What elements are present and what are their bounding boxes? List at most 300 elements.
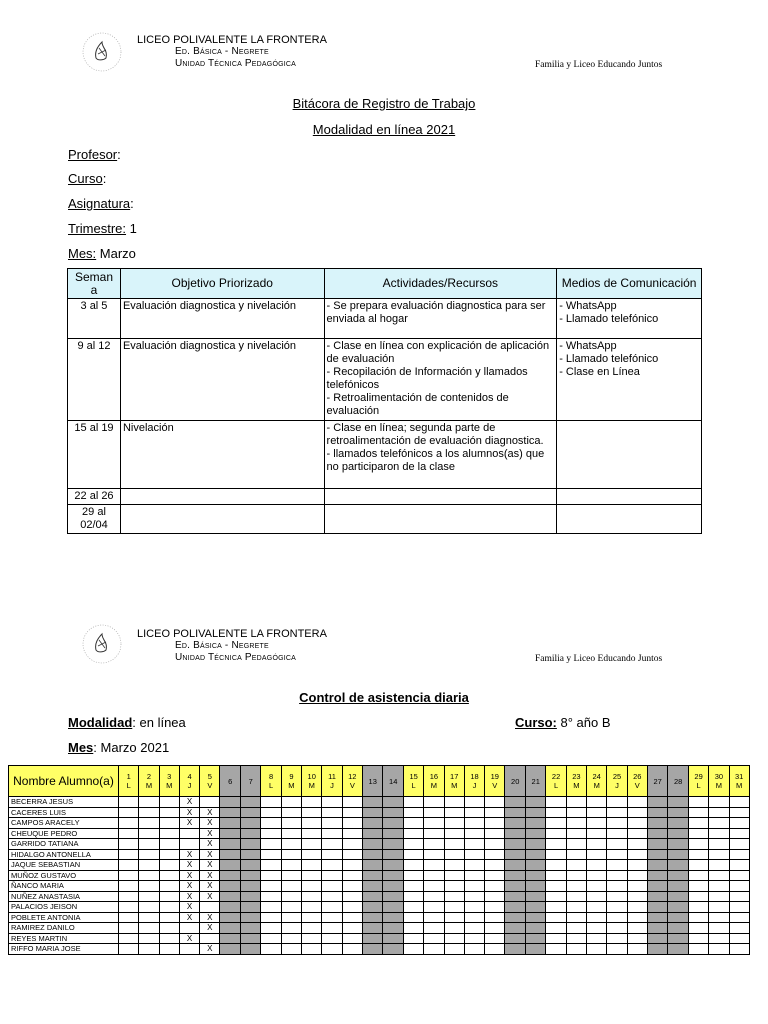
day-number: 17 xyxy=(450,772,459,781)
attendance-cell xyxy=(525,860,546,871)
attendance-cell: X xyxy=(179,902,199,913)
student-row xyxy=(9,797,750,808)
attendance-cell xyxy=(119,902,139,913)
attendance-cell xyxy=(729,923,749,934)
attendance-cell xyxy=(302,818,322,829)
attendance-cell xyxy=(668,923,689,934)
attendance-cell xyxy=(383,849,404,860)
attendance-cell xyxy=(302,828,322,839)
day-header xyxy=(220,766,241,797)
asignatura-field xyxy=(68,196,134,211)
attendance-cell xyxy=(546,860,566,871)
attendance-cell xyxy=(546,912,566,923)
attendance-table xyxy=(8,765,750,955)
attendance-cell xyxy=(220,860,241,871)
attendance-cell xyxy=(525,818,546,829)
attendance-cell xyxy=(647,818,668,829)
attendance-cell xyxy=(709,891,729,902)
attendance-cell xyxy=(383,807,404,818)
attendance-cell xyxy=(647,828,668,839)
attendance-cell xyxy=(119,912,139,923)
attendance-cell xyxy=(362,797,383,808)
attendance-cell xyxy=(362,818,383,829)
attendance-cell xyxy=(607,881,627,892)
attendance-cell xyxy=(587,902,607,913)
objetivo-cell: Nivelación xyxy=(120,421,324,489)
attendance-cell xyxy=(444,807,464,818)
attendance-cell: X xyxy=(200,881,220,892)
day-header xyxy=(383,766,404,797)
attendance-cell xyxy=(587,891,607,902)
attendance-cell xyxy=(709,797,729,808)
attendance-cell xyxy=(342,923,362,934)
attendance-cell xyxy=(342,797,362,808)
attendance-cell xyxy=(220,839,241,850)
attendance-cell xyxy=(546,839,566,850)
attendance-cell: X xyxy=(179,860,199,871)
day-number: 14 xyxy=(389,776,398,786)
attendance-cell xyxy=(119,891,139,902)
attendance-cell: X xyxy=(200,860,220,871)
attendance-cell: X xyxy=(200,870,220,881)
medios-cell xyxy=(557,489,702,505)
attendance-cell xyxy=(240,891,261,902)
actividades-cell xyxy=(324,505,557,534)
attendance-cell xyxy=(505,881,526,892)
attendance-cell xyxy=(424,870,444,881)
header-student-name: Nombre Alumno(a) xyxy=(9,766,119,797)
attendance-cell xyxy=(240,797,261,808)
attendance-cell xyxy=(688,933,708,944)
attendance-cell xyxy=(281,849,301,860)
attendance-cell xyxy=(119,849,139,860)
day-header xyxy=(668,766,689,797)
attendance-cell xyxy=(119,944,139,955)
attendance-cell xyxy=(587,881,607,892)
attendance-cell xyxy=(587,818,607,829)
profesor-label: Profesor xyxy=(68,147,118,162)
trimestre-value: 1 xyxy=(126,221,137,236)
objetivo-cell xyxy=(120,505,324,534)
day-header xyxy=(566,766,586,797)
attendance-cell xyxy=(485,860,505,871)
attendance-cell xyxy=(485,923,505,934)
day-number: 30 xyxy=(714,772,724,781)
attendance-cell xyxy=(546,891,566,902)
attendance-cell: X xyxy=(200,944,220,955)
trimestre-label: Trimestre: xyxy=(68,221,127,236)
attendance-cell xyxy=(566,881,586,892)
day-letter: M xyxy=(145,781,153,790)
attendance-cell xyxy=(322,839,342,850)
attendance-cell xyxy=(729,881,749,892)
attendance-cell xyxy=(240,923,261,934)
attendance-cell xyxy=(668,891,689,902)
attendance-cell xyxy=(362,807,383,818)
attendance-cell xyxy=(424,881,444,892)
attendance-cell xyxy=(566,818,586,829)
table-row xyxy=(68,489,702,505)
attendance-cell xyxy=(668,902,689,913)
attendance-cell: X xyxy=(179,870,199,881)
student-row xyxy=(9,860,750,871)
attendance-cell xyxy=(383,912,404,923)
attendance-cell xyxy=(261,881,281,892)
attendance-cell xyxy=(444,944,464,955)
attendance-cell xyxy=(403,870,423,881)
attendance-cell xyxy=(607,902,627,913)
attendance-cell xyxy=(159,797,179,808)
attendance-cell xyxy=(281,818,301,829)
attendance-cell xyxy=(139,944,159,955)
day-header xyxy=(688,766,708,797)
day-letter: J xyxy=(615,781,619,790)
page-subtitle: Modalidad en línea 2021 xyxy=(312,122,456,137)
attendance-cell xyxy=(688,902,708,913)
attendance-cell: X xyxy=(179,881,199,892)
day-letter: V xyxy=(634,781,640,790)
attendance-cell xyxy=(179,944,199,955)
table-row xyxy=(68,505,702,534)
attendance-cell xyxy=(587,870,607,881)
mes-label-2: Mes xyxy=(68,740,94,755)
attendance-cell xyxy=(302,881,322,892)
attendance-cell: X xyxy=(179,849,199,860)
student-row xyxy=(9,828,750,839)
attendance-cell xyxy=(362,828,383,839)
attendance-cell xyxy=(342,902,362,913)
attendance-cell xyxy=(281,923,301,934)
day-letter: L xyxy=(269,781,274,790)
semana-cell: 3 al 5 xyxy=(68,299,121,339)
day-number: 20 xyxy=(511,776,520,786)
attendance-cell xyxy=(424,860,444,871)
student-row xyxy=(9,818,750,829)
attendance-cell xyxy=(546,818,566,829)
day-number: 18 xyxy=(470,772,479,781)
attendance-cell: X xyxy=(179,797,199,808)
attendance-cell xyxy=(647,849,668,860)
table-row xyxy=(68,339,702,421)
day-header xyxy=(261,766,281,797)
attendance-cell xyxy=(383,923,404,934)
work-log-table xyxy=(67,268,702,534)
attendance-cell xyxy=(159,828,179,839)
attendance-cell xyxy=(587,944,607,955)
attendance-cell xyxy=(688,860,708,871)
attendance-cell xyxy=(647,912,668,923)
mes-field-2 xyxy=(68,740,169,755)
day-number: 28 xyxy=(674,776,683,786)
school-logo-2 xyxy=(80,622,124,666)
day-number: 7 xyxy=(248,776,253,786)
attendance-cell xyxy=(546,828,566,839)
student-row xyxy=(9,902,750,913)
attendance-cell xyxy=(159,944,179,955)
attendance-cell xyxy=(627,807,647,818)
semana-cell: 15 al 19 xyxy=(68,421,121,489)
school-line3: Unidad Técnica Pedagógica xyxy=(175,58,296,69)
day-header xyxy=(464,766,484,797)
attendance-cell xyxy=(159,870,179,881)
attendance-cell xyxy=(403,933,423,944)
attendance-cell: X xyxy=(200,849,220,860)
attendance-cell xyxy=(444,818,464,829)
day-letter: M xyxy=(715,781,722,790)
day-number: 16 xyxy=(429,772,439,781)
attendance-cell xyxy=(403,818,423,829)
attendance-cell xyxy=(525,849,546,860)
day-letter: M xyxy=(593,781,600,790)
attendance-cell xyxy=(485,828,505,839)
attendance-cell xyxy=(424,902,444,913)
attendance-cell xyxy=(200,797,220,808)
student-name: RAMIREZ DANILO xyxy=(9,923,119,934)
attendance-cell xyxy=(261,923,281,934)
attendance-cell xyxy=(566,902,586,913)
day-letter: M xyxy=(308,781,315,790)
attendance-cell xyxy=(688,944,708,955)
semana-cell: 9 al 12 xyxy=(68,339,121,421)
attendance-cell xyxy=(607,849,627,860)
attendance-cell xyxy=(281,807,301,818)
day-number: 6 xyxy=(228,776,233,786)
attendance-cell xyxy=(647,944,668,955)
attendance-cell xyxy=(485,881,505,892)
attendance-cell xyxy=(668,870,689,881)
attendance-cell xyxy=(322,818,342,829)
attendance-cell xyxy=(159,902,179,913)
student-name: CACERES LUIS xyxy=(9,807,119,818)
attendance-cell xyxy=(220,797,241,808)
attendance-cell xyxy=(240,839,261,850)
attendance-cell xyxy=(464,839,484,850)
attendance-cell xyxy=(709,902,729,913)
attendance-cell xyxy=(546,933,566,944)
attendance-cell xyxy=(220,807,241,818)
attendance-cell xyxy=(607,933,627,944)
attendance-cell xyxy=(627,902,647,913)
day-number: 31 xyxy=(735,772,744,781)
attendance-cell xyxy=(607,807,627,818)
attendance-cell xyxy=(240,933,261,944)
student-row xyxy=(9,912,750,923)
attendance-cell xyxy=(119,818,139,829)
attendance-cell xyxy=(220,923,241,934)
attendance-cell xyxy=(627,944,647,955)
objetivo-cell: Evaluación diagnostica y nivelación xyxy=(120,339,324,421)
mes-field xyxy=(68,246,136,261)
day-header xyxy=(607,766,627,797)
day-number: 26 xyxy=(633,772,642,781)
attendance-cell xyxy=(302,797,322,808)
attendance-cell xyxy=(444,933,464,944)
attendance-cell xyxy=(281,891,301,902)
attendance-cell xyxy=(383,839,404,850)
day-letter: L xyxy=(126,781,131,790)
attendance-cell xyxy=(261,891,281,902)
attendance-cell xyxy=(302,807,322,818)
attendance-cell xyxy=(220,902,241,913)
day-number: 24 xyxy=(592,772,601,781)
attendance-cell xyxy=(464,881,484,892)
attendance-cell: X xyxy=(200,828,220,839)
attendance-cell xyxy=(709,933,729,944)
attendance-cell xyxy=(627,933,647,944)
attendance-cell xyxy=(403,839,423,850)
attendance-cell xyxy=(607,860,627,871)
attendance-cell xyxy=(464,912,484,923)
attendance-cell xyxy=(342,807,362,818)
attendance-cell xyxy=(505,828,526,839)
attendance-cell xyxy=(179,828,199,839)
attendance-cell xyxy=(729,933,749,944)
school-line3-2: Unidad Técnica Pedagógica xyxy=(175,652,296,663)
student-name: PALACIOS JEISON xyxy=(9,902,119,913)
attendance-cell xyxy=(505,849,526,860)
attendance-cell xyxy=(322,891,342,902)
attendance-cell xyxy=(383,818,404,829)
attendance-cell xyxy=(607,912,627,923)
attendance-cell xyxy=(668,933,689,944)
attendance-cell xyxy=(627,881,647,892)
day-letter: M xyxy=(166,781,173,790)
day-header xyxy=(546,766,566,797)
attendance-cell xyxy=(729,849,749,860)
attendance-cell xyxy=(139,881,159,892)
attendance-cell xyxy=(220,828,241,839)
student-name: CAMPOS ARACELY xyxy=(9,818,119,829)
attendance-cell: X xyxy=(179,891,199,902)
attendance-cell xyxy=(464,923,484,934)
attendance-cell xyxy=(729,818,749,829)
day-number: 22 xyxy=(551,772,561,781)
day-header xyxy=(444,766,464,797)
mes-label: Mes: xyxy=(68,246,97,261)
attendance-cell xyxy=(505,807,526,818)
attendance-cell xyxy=(688,818,708,829)
attendance-cell xyxy=(302,849,322,860)
attendance-cell xyxy=(668,818,689,829)
attendance-cell xyxy=(607,828,627,839)
attendance-cell xyxy=(729,828,749,839)
attendance-cell xyxy=(342,891,362,902)
attendance-cell xyxy=(383,860,404,871)
attendance-cell xyxy=(240,870,261,881)
attendance-cell xyxy=(444,860,464,871)
day-letter: L xyxy=(696,781,701,790)
actividades-cell: - Clase en línea; segunda parte de retroalimentación de evaluación diagnostica. - llamados telefónicos a los alumnos(as) que no participaron de la clase xyxy=(324,421,557,489)
attendance-cell xyxy=(139,849,159,860)
attendance-cell xyxy=(261,818,281,829)
attendance-cell xyxy=(261,839,281,850)
attendance-cell xyxy=(261,849,281,860)
attendance-cell xyxy=(403,849,423,860)
attendance-cell xyxy=(587,849,607,860)
day-number: 11 xyxy=(328,772,336,781)
attendance-cell xyxy=(362,860,383,871)
attendance-cell xyxy=(200,933,220,944)
attendance-cell xyxy=(647,797,668,808)
student-row xyxy=(9,891,750,902)
attendance-cell xyxy=(342,818,362,829)
attendance-cell: X xyxy=(200,818,220,829)
attendance-cell xyxy=(342,839,362,850)
attendance-cell xyxy=(403,881,423,892)
day-header xyxy=(119,766,139,797)
attendance-cell xyxy=(464,902,484,913)
attendance-cell xyxy=(362,839,383,850)
attendance-cell xyxy=(403,828,423,839)
attendance-cell xyxy=(729,891,749,902)
day-letter: M xyxy=(288,781,295,790)
mes-value-2: : Marzo 2021 xyxy=(93,740,170,755)
attendance-cell xyxy=(647,870,668,881)
attendance-cell xyxy=(342,912,362,923)
attendance-cell xyxy=(240,881,261,892)
school-header-2 xyxy=(137,628,327,664)
attendance-cell xyxy=(729,912,749,923)
day-number: 1 xyxy=(126,772,131,781)
attendance-cell xyxy=(342,849,362,860)
attendance-cell xyxy=(322,923,342,934)
attendance-cell xyxy=(668,881,689,892)
medios-cell: - WhatsApp - Llamado telefónico - Clase en Línea xyxy=(557,339,702,421)
attendance-cell xyxy=(139,902,159,913)
attendance-cell xyxy=(485,902,505,913)
attendance-cell xyxy=(139,923,159,934)
attendance-cell xyxy=(627,839,647,850)
attendance-cell xyxy=(688,881,708,892)
attendance-cell xyxy=(240,818,261,829)
student-row xyxy=(9,881,750,892)
attendance-cell xyxy=(179,923,199,934)
attendance-cell xyxy=(464,860,484,871)
attendance-cell xyxy=(322,828,342,839)
attendance-cell xyxy=(302,870,322,881)
attendance-cell xyxy=(424,891,444,902)
attendance-cell xyxy=(362,891,383,902)
attendance-cell xyxy=(322,860,342,871)
attendance-cell xyxy=(607,818,627,829)
attendance-cell xyxy=(464,870,484,881)
day-header xyxy=(587,766,607,797)
attendance-cell xyxy=(362,933,383,944)
attendance-cell xyxy=(525,923,546,934)
day-header xyxy=(403,766,423,797)
attendance-cell xyxy=(709,944,729,955)
attendance-cell xyxy=(383,870,404,881)
actividades-cell: - Se prepara evaluación diagnostica para ser enviada al hogar xyxy=(324,299,557,339)
attendance-cell xyxy=(159,807,179,818)
attendance-cell xyxy=(525,944,546,955)
day-header xyxy=(240,766,261,797)
attendance-cell xyxy=(261,807,281,818)
attendance-cell xyxy=(607,870,627,881)
medios-cell xyxy=(557,505,702,534)
day-number: 8 xyxy=(269,772,274,781)
attendance-cell xyxy=(505,870,526,881)
day-header xyxy=(281,766,301,797)
attendance-cell xyxy=(119,807,139,818)
day-header xyxy=(159,766,179,797)
day-number: 25 xyxy=(612,772,622,781)
student-name: MUÑOZ GUSTAVO xyxy=(9,870,119,881)
attendance-cell xyxy=(119,933,139,944)
attendance-cell xyxy=(220,891,241,902)
attendance-cell xyxy=(668,797,689,808)
attendance-cell xyxy=(403,891,423,902)
